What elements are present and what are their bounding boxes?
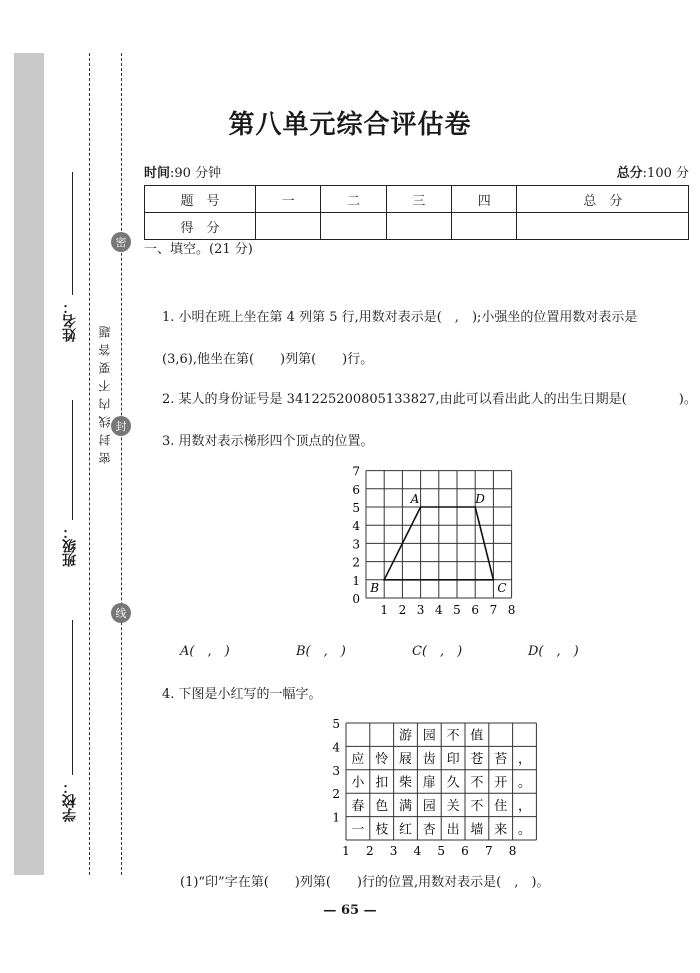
character-cell: 红 [398,822,413,838]
character-cell: 杏 [422,822,436,838]
character-cell: 屐 [398,752,413,768]
character-cell: 值 [470,728,484,744]
x-tick-label: 6 [461,844,469,858]
vertex-label: A [410,492,420,506]
page-title: 第八单元综合评估卷 [228,110,472,140]
character-cell: 园 [422,798,436,814]
character-cell: 不 [470,775,484,791]
x-tick-label: 4 [413,844,422,858]
character-cell: 园 [422,728,436,744]
seal-mi-icon: 密 [111,232,131,252]
x-tick-label: 6 [471,603,480,617]
question-4-sub-1: (1)“印”字在第( )列第( )行的位置,用数对表示是( , )。 [180,875,550,890]
vertex-label: B [370,580,380,595]
character-cell: 久 [446,775,460,791]
score-header-cell: 三 [386,186,451,213]
vertex-label: C [497,580,507,595]
character-cell: 墙 [470,822,484,838]
character-cell: 苔 [494,752,508,768]
character-cell: 色 [375,798,389,814]
character-cell: 印 [446,752,460,768]
x-tick-label: 8 [507,603,516,617]
x-tick-label: 2 [365,844,374,858]
x-tick-label: 2 [398,603,407,617]
question-1-line-2: (3,6),他坐在第( )列第( )行。 [162,352,374,367]
y-tick-label: 4 [352,519,360,534]
character-cell: 齿 [422,752,436,768]
y-tick-label: 7 [352,464,360,479]
y-tick-label: 2 [332,787,340,802]
character-cell: 扉 [422,775,436,791]
character-cell: 柴 [398,775,413,791]
answer-d: D( , ) [528,644,579,659]
x-tick-label: 4 [434,603,443,617]
x-tick-label: 5 [437,844,446,858]
y-tick-label: 0 [352,592,360,606]
character-cell: 扣 [375,775,389,791]
x-tick-label: 1 [342,844,350,858]
x-tick-label: 7 [489,603,498,617]
character-cell: 住 [494,798,508,814]
question-2: 2. 某人的身份证号是 341225200805133827,由此可以看出此人的出生日期是( )。 [162,392,697,407]
character-cell: 不 [470,798,484,814]
character-cell: 怜 [375,752,389,768]
y-tick-label: 3 [352,537,360,552]
answer-a: A( , ) [180,644,230,659]
character-cell: 开 [494,775,508,791]
score-header-cell: 总 分 [517,186,689,213]
y-tick-label: 4 [332,740,340,755]
vertex-label: D [475,492,485,506]
answer-b: B( , ) [296,644,346,659]
y-tick-label: 2 [352,555,360,570]
character-cell: 应 [351,752,365,768]
character-cell: 春 [351,798,365,814]
score-header-cell: 二 [321,186,386,213]
school-label: 学校： [62,780,78,822]
character-cell: ， [517,798,532,814]
y-tick-label: 1 [332,810,340,825]
total-info: 总分:100 分 [616,166,689,181]
character-cell: 不 [446,728,460,744]
character-cell: ， [517,752,532,768]
y-tick-label: 3 [332,763,340,778]
score-row-label: 得 分 [145,213,256,240]
x-tick-label: 1 [380,603,389,617]
character-cell: 一 [351,822,365,838]
y-tick-label: 5 [332,717,340,731]
character-cell: 。 [517,775,532,791]
question-1-line-1: 1. 小明在班上坐在第 4 列第 5 行,用数对表示是( , );小强坐的位置用数对表示是 [162,310,638,325]
character-cell: 枝 [375,822,389,838]
question-4: 4. 下图是小红写的一幅字。 [162,687,322,702]
character-cell: 来 [494,822,508,838]
seal-xian-icon: 线 [111,603,131,623]
page-number: — 65 — [323,903,377,918]
time-info: 时间:90 分钟 [144,166,222,181]
character-cell: 苍 [470,752,484,768]
name-label: 姓名： [62,300,78,342]
seal-feng-icon: 封 [111,416,131,436]
x-tick-label: 3 [416,603,425,617]
character-cell: 。 [517,822,532,838]
character-cell: 小 [351,775,365,791]
seal-notice: 密封线内不要答题 [98,320,112,464]
character-cell: 满 [398,798,413,814]
question-3: 3. 用数对表示梯形四个顶点的位置。 [162,434,374,449]
y-tick-label: 5 [352,501,360,515]
score-header-cell: 一 [256,186,321,213]
y-tick-label: 1 [352,573,360,588]
character-cell: 游 [398,728,413,744]
score-header-cell: 题 号 [145,186,256,213]
x-tick-label: 7 [484,844,493,858]
class-label: 班级： [62,525,78,567]
score-header-cell: 四 [452,186,517,213]
x-tick-label: 8 [508,844,517,858]
x-tick-label: 3 [389,844,398,858]
section-heading: 一、填空。(21 分) [144,242,253,257]
character-cell: 出 [446,822,460,838]
x-tick-label: 5 [453,603,461,617]
y-tick-label: 6 [352,482,360,497]
character-cell: 关 [446,798,460,814]
answer-c: C( , ) [412,644,463,659]
